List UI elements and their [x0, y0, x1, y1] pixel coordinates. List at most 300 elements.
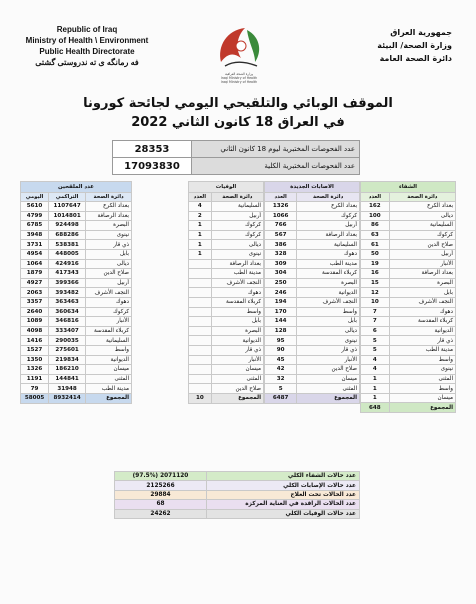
count-cell: 246 [265, 288, 297, 298]
vaccinated-header-row [21, 182, 132, 193]
vaccinated-table [20, 181, 132, 404]
dept-cell: نينوى [86, 230, 132, 240]
count-cell [189, 384, 212, 394]
dept-cell: السليمانية [297, 240, 360, 250]
table-row [21, 278, 132, 288]
count-cell [189, 259, 212, 269]
stats-label: عدد الحالات تحت العلاج [207, 490, 360, 499]
cumulative-cell: 924498 [49, 221, 86, 231]
dept-cell: المثنى [297, 384, 360, 394]
table-row [21, 336, 132, 346]
table-row [189, 307, 264, 317]
count-cell: 5 [361, 336, 390, 346]
dept-cell: بغداد الرصافة [211, 259, 263, 269]
table-row [361, 336, 456, 346]
dept-cell: المثنى [211, 374, 263, 384]
daily-cell: 5610 [21, 202, 49, 212]
count-cell: 4 [189, 202, 212, 212]
dept-cell: البصرة [86, 221, 132, 231]
dept-cell: بابل [297, 317, 360, 327]
cumulative-cell: 363463 [49, 297, 86, 307]
stats-label: عدد حالات الشفاء الكلي [207, 472, 360, 481]
dept-cell: السليمانية [211, 202, 263, 212]
dept-cell: النجف الأشرف [297, 297, 360, 307]
dept-cell: بابل [86, 249, 132, 259]
total-row [361, 403, 456, 413]
table-row [265, 211, 360, 221]
count-cell: 15 [361, 278, 390, 288]
dept-cell: مدينة الطب [211, 269, 263, 279]
table-row [21, 211, 132, 221]
dept-cell: صلاح الدين [389, 240, 455, 250]
table-row [361, 393, 456, 403]
count-cell: 1 [361, 393, 390, 403]
dept-cell: ديالى [211, 240, 263, 250]
table-row [361, 202, 456, 212]
table-row [361, 230, 456, 240]
column-header-dept: دائرة الصحة [211, 193, 263, 202]
recovered-header: الشفاء [361, 182, 456, 193]
header-english-line: Public Health Directorate [39, 47, 135, 56]
table-row [361, 365, 456, 375]
column-header-count: العدد [265, 193, 297, 202]
stats-label: عدد حالات الوفيات الكلي [207, 509, 360, 518]
dept-cell: بغداد الكرخ [297, 202, 360, 212]
table-row [21, 259, 132, 269]
dept-cell: صلاح الدين [86, 269, 132, 279]
count-cell: 328 [265, 249, 297, 259]
dept-cell: الديوانية [389, 326, 455, 336]
dept-cell: بابل [389, 288, 455, 298]
table-row [361, 259, 456, 269]
stats-row [115, 509, 360, 518]
dept-cell: نينوى [389, 365, 455, 375]
count-cell: 309 [265, 259, 297, 269]
count-cell: 45 [265, 355, 297, 365]
dept-cell: دهوك [211, 288, 263, 298]
table-row [21, 365, 132, 375]
cumulative-cell: 1014801 [49, 211, 86, 221]
count-cell: 61 [361, 240, 390, 250]
new-cases-table [264, 181, 360, 404]
count-cell: 128 [265, 326, 297, 336]
dept-cell: كركوك [297, 211, 360, 221]
table-row [265, 355, 360, 365]
dept-cell: النجف الأشرف [389, 297, 455, 307]
count-cell: 1 [189, 249, 212, 259]
count-cell: 1 [361, 384, 390, 394]
dept-cell: ميسان [211, 365, 263, 375]
recovered-header-row [361, 182, 456, 193]
count-cell: 10 [361, 297, 390, 307]
total-tests-row [113, 158, 360, 175]
table-row [265, 278, 360, 288]
cumulative-cell: 186210 [49, 365, 86, 375]
table-row [265, 336, 360, 346]
dept-cell: دهوك [389, 307, 455, 317]
table-row [265, 365, 360, 375]
total-label: المجموع [211, 393, 263, 403]
daily-cell: 4927 [21, 278, 49, 288]
header-arabic-line: جمهورية العراق [390, 28, 452, 37]
table-row [189, 345, 264, 355]
daily-cell: 3357 [21, 297, 49, 307]
table-row [361, 269, 456, 279]
table-row [189, 269, 264, 279]
table-row [189, 202, 264, 212]
table-row [189, 211, 264, 221]
cumulative-cell: 333407 [49, 326, 86, 336]
cumulative-cell: 688286 [49, 230, 86, 240]
count-cell [189, 355, 212, 365]
count-cell: 12 [361, 288, 390, 298]
count-cell: 194 [265, 297, 297, 307]
table-row [361, 278, 456, 288]
overall-stats-table [114, 471, 360, 519]
daily-cell: 3948 [21, 230, 49, 240]
total-row [265, 393, 360, 403]
count-cell: 5 [361, 345, 390, 355]
deaths-subheader-row [189, 193, 264, 202]
cumulative-cell: 448005 [49, 249, 86, 259]
table-row [265, 307, 360, 317]
count-cell: 4 [361, 365, 390, 375]
dept-cell: صلاح الدين [297, 365, 360, 375]
deaths-table [188, 181, 264, 404]
count-cell: 1326 [265, 202, 297, 212]
count-cell: 1 [189, 230, 212, 240]
dept-cell: مدينة الطب [86, 384, 132, 394]
stats-row [115, 481, 360, 490]
table-row [189, 317, 264, 327]
ministry-logo [207, 22, 271, 78]
column-header-daily: اليومي [21, 193, 49, 202]
cumulative-cell: 417343 [49, 269, 86, 279]
daily-cell: 1879 [21, 269, 49, 279]
cumulative-cell: 290035 [49, 336, 86, 346]
dept-cell: المثنى [86, 374, 132, 384]
total-label: المجموع [389, 403, 455, 413]
header-english-line: Ministry of Health \ Environment [25, 36, 149, 45]
table-row [189, 374, 264, 384]
daily-cell: 4954 [21, 249, 49, 259]
table-row [21, 288, 132, 298]
count-cell: 6 [361, 326, 390, 336]
table-row [361, 307, 456, 317]
cumulative-cell: 424916 [49, 259, 86, 269]
count-cell: 42 [265, 365, 297, 375]
dept-cell: الأنبار [211, 355, 263, 365]
table-row [361, 297, 456, 307]
table-row [361, 249, 456, 259]
count-cell: 19 [361, 259, 390, 269]
count-cell: 250 [265, 278, 297, 288]
cumulative-cell: 538381 [49, 240, 86, 250]
count-cell: 50 [361, 249, 390, 259]
daily-cell: 2640 [21, 307, 49, 317]
table-row [189, 240, 264, 250]
stats-value: 2125266 [115, 481, 207, 490]
table-row [265, 259, 360, 269]
table-row [265, 249, 360, 259]
cumulative-cell: 31948 [49, 384, 86, 394]
table-row [21, 202, 132, 212]
daily-cell: 4098 [21, 326, 49, 336]
table-row [361, 211, 456, 221]
total-daily: 58005 [21, 393, 49, 403]
daily-tests-value: 28353 [113, 141, 192, 158]
dept-cell: بغداد الكرخ [86, 202, 132, 212]
count-cell: 90 [265, 345, 297, 355]
dept-cell: دهوك [86, 297, 132, 307]
dept-cell: أربيل [389, 249, 455, 259]
table-row [189, 259, 264, 269]
dept-cell: بغداد الرصافة [389, 269, 455, 279]
count-cell [189, 326, 212, 336]
count-cell: 2 [189, 211, 212, 221]
table-row [189, 355, 264, 365]
table-row [21, 269, 132, 279]
dept-cell: ميسان [297, 374, 360, 384]
total-tests-label: عدد الفحوصات المختبرية الكلية [192, 158, 360, 175]
dept-cell: ذي قار [86, 240, 132, 250]
table-row [21, 374, 132, 384]
header-arabic-line: دائرة الصحة العامة [379, 54, 452, 63]
table-row [361, 326, 456, 336]
count-cell: 766 [265, 221, 297, 231]
dept-cell: أربيل [86, 278, 132, 288]
count-cell: 100 [361, 211, 390, 221]
cumulative-cell: 399366 [49, 278, 86, 288]
daily-cell: 1064 [21, 259, 49, 269]
table-row [189, 221, 264, 231]
dept-cell: مدينة الطب [389, 345, 455, 355]
table-row [189, 288, 264, 298]
cumulative-cell: 275601 [49, 345, 86, 355]
header-arabic-block [332, 26, 452, 65]
dept-cell: البصرة [211, 326, 263, 336]
page-title: الموقف الوبائي والتلقيحي اليومي لجائحة كورونا [83, 96, 393, 111]
table-row [21, 221, 132, 231]
table-row [265, 345, 360, 355]
table-row [265, 297, 360, 307]
stats-label: عدد حالات الإصابات الكلي [207, 481, 360, 490]
table-row [189, 230, 264, 240]
recovered-table [360, 181, 456, 413]
table-row [21, 384, 132, 394]
count-cell: 7 [361, 307, 390, 317]
count-cell [189, 374, 212, 384]
table-row [361, 345, 456, 355]
table-row [265, 240, 360, 250]
count-cell: 1066 [265, 211, 297, 221]
table-row [265, 317, 360, 327]
column-header-count: العدد [189, 193, 212, 202]
dept-cell: أربيل [297, 221, 360, 231]
dept-cell: ميسان [86, 365, 132, 375]
total-row [189, 393, 264, 403]
deaths-header-row [189, 182, 264, 193]
dept-cell: واسط [389, 355, 455, 365]
dept-cell: كركوك [211, 230, 263, 240]
table-row [361, 355, 456, 365]
logo-caption-line: Iraqi Ministry of Health [220, 76, 258, 80]
count-cell: 567 [265, 230, 297, 240]
cumulative-cell: 1107647 [49, 202, 86, 212]
dept-cell: البصرة [389, 278, 455, 288]
dept-cell: كربلاء المقدسة [389, 317, 455, 327]
dept-cell: نينوى [211, 249, 263, 259]
count-cell: 1 [361, 374, 390, 384]
table-row [361, 317, 456, 327]
daily-tests-label: عدد الفحوصات المختبرية ليوم 18 كانون الثاني [192, 141, 360, 158]
count-cell [189, 345, 212, 355]
dept-cell: واسط [389, 384, 455, 394]
table-row [189, 336, 264, 346]
stats-label: عدد الحالات الراقدة في العناية المركزة [207, 500, 360, 509]
header-kurdish-line: فه رمانگه ى ته ندروستى گشتى [35, 58, 139, 67]
dept-cell: النجف الأشرف [86, 288, 132, 298]
count-cell [189, 307, 212, 317]
dept-cell: واسط [86, 345, 132, 355]
dept-cell: واسط [211, 307, 263, 317]
count-cell: 86 [361, 221, 390, 231]
stats-value: (97.5%) 2071120 [115, 472, 207, 481]
dept-cell: ديالى [389, 211, 455, 221]
count-cell: 4 [361, 355, 390, 365]
table-row [361, 221, 456, 231]
count-cell: 7 [361, 317, 390, 327]
count-cell: 95 [265, 336, 297, 346]
table-row [189, 326, 264, 336]
daily-cell: 1089 [21, 317, 49, 327]
daily-cell: 1350 [21, 355, 49, 365]
stats-value: 29884 [115, 490, 207, 499]
count-cell: 63 [361, 230, 390, 240]
table-row [21, 307, 132, 317]
table-row [189, 297, 264, 307]
dept-cell: بغداد الرصافة [297, 230, 360, 240]
dept-cell: ذي قار [211, 345, 263, 355]
new-cases-subheader-row [265, 193, 360, 202]
stats-row [115, 472, 360, 481]
total-value: 6487 [265, 393, 297, 403]
vaccinated-subheader-row [21, 193, 132, 202]
column-header-cumulative: التراكمي [49, 193, 86, 202]
count-cell: 16 [361, 269, 390, 279]
daily-tests-row [113, 141, 360, 158]
count-cell [189, 365, 212, 375]
table-row [21, 297, 132, 307]
count-cell: 304 [265, 269, 297, 279]
logo-caption-line: وزارة الصحة العراقية [225, 72, 253, 76]
cumulative-cell: 144841 [49, 374, 86, 384]
table-row [265, 374, 360, 384]
dept-cell: بابل [211, 317, 263, 327]
count-cell [189, 317, 212, 327]
total-row [21, 393, 132, 403]
dept-cell: ذي قار [297, 345, 360, 355]
column-header-dept: دائرة الصحة [389, 193, 455, 202]
cumulative-cell: 219834 [49, 355, 86, 365]
cumulative-cell: 360634 [49, 307, 86, 317]
dept-cell: كركوك [211, 221, 263, 231]
page-subtitle: في العراق 18 كانون الثاني 2022 [131, 115, 345, 130]
table-row [361, 288, 456, 298]
dept-cell: أربيل [211, 211, 263, 221]
dept-cell: مدينة الطب [297, 259, 360, 269]
table-row [265, 269, 360, 279]
dept-cell: ذي قار [389, 336, 455, 346]
cumulative-cell: 346816 [49, 317, 86, 327]
lab-tests-summary [112, 140, 360, 175]
new-cases-header: الاصابات الجديدة [265, 182, 360, 193]
table-row [21, 326, 132, 336]
daily-cell: 1191 [21, 374, 49, 384]
table-row [361, 240, 456, 250]
column-header-count: العدد [361, 193, 390, 202]
dept-cell: المثنى [389, 374, 455, 384]
logo-caption [202, 72, 276, 84]
daily-cell: 1527 [21, 345, 49, 355]
total-value: 10 [189, 393, 212, 403]
stats-value: 24262 [115, 509, 207, 518]
table-row [361, 374, 456, 384]
dept-cell: الأنبار [86, 317, 132, 327]
table-row [189, 249, 264, 259]
daily-cell: 3731 [21, 240, 49, 250]
dept-cell: الديوانية [86, 355, 132, 365]
count-cell: 386 [265, 240, 297, 250]
daily-cell: 6785 [21, 221, 49, 231]
table-row [265, 384, 360, 394]
count-cell [189, 297, 212, 307]
total-label: المجموع [86, 393, 132, 403]
recovered-subheader-row [361, 193, 456, 202]
dept-cell: الأنبار [297, 355, 360, 365]
header-english-line: Republic of Iraq [56, 25, 118, 34]
table-row [265, 230, 360, 240]
count-cell [189, 336, 212, 346]
table-row [21, 317, 132, 327]
dept-cell: الديوانية [211, 336, 263, 346]
new-cases-header-row [265, 182, 360, 193]
count-cell: 170 [265, 307, 297, 317]
stats-row [115, 490, 360, 499]
dept-cell: صلاح الدين [211, 384, 263, 394]
table-row [21, 240, 132, 250]
deaths-header: الوفيات [189, 182, 264, 193]
table-row [21, 345, 132, 355]
dept-cell: بغداد الرصافة [86, 211, 132, 221]
count-cell: 1 [189, 240, 212, 250]
stats-row [115, 500, 360, 509]
count-cell [189, 288, 212, 298]
daily-cell: 79 [21, 384, 49, 394]
table-row [21, 230, 132, 240]
dept-cell: نينوى [297, 336, 360, 346]
total-tests-value: 17093830 [113, 158, 192, 175]
dept-cell: ميسان [389, 393, 455, 403]
dept-cell: دهوك [297, 249, 360, 259]
table-row [265, 202, 360, 212]
table-row [189, 365, 264, 375]
logo-caption-line: Iraqi Ministry of Health [220, 80, 258, 84]
count-cell: 5 [265, 384, 297, 394]
dept-cell: الأنبار [389, 259, 455, 269]
count-cell: 1 [189, 221, 212, 231]
dept-cell: كركوك [389, 230, 455, 240]
